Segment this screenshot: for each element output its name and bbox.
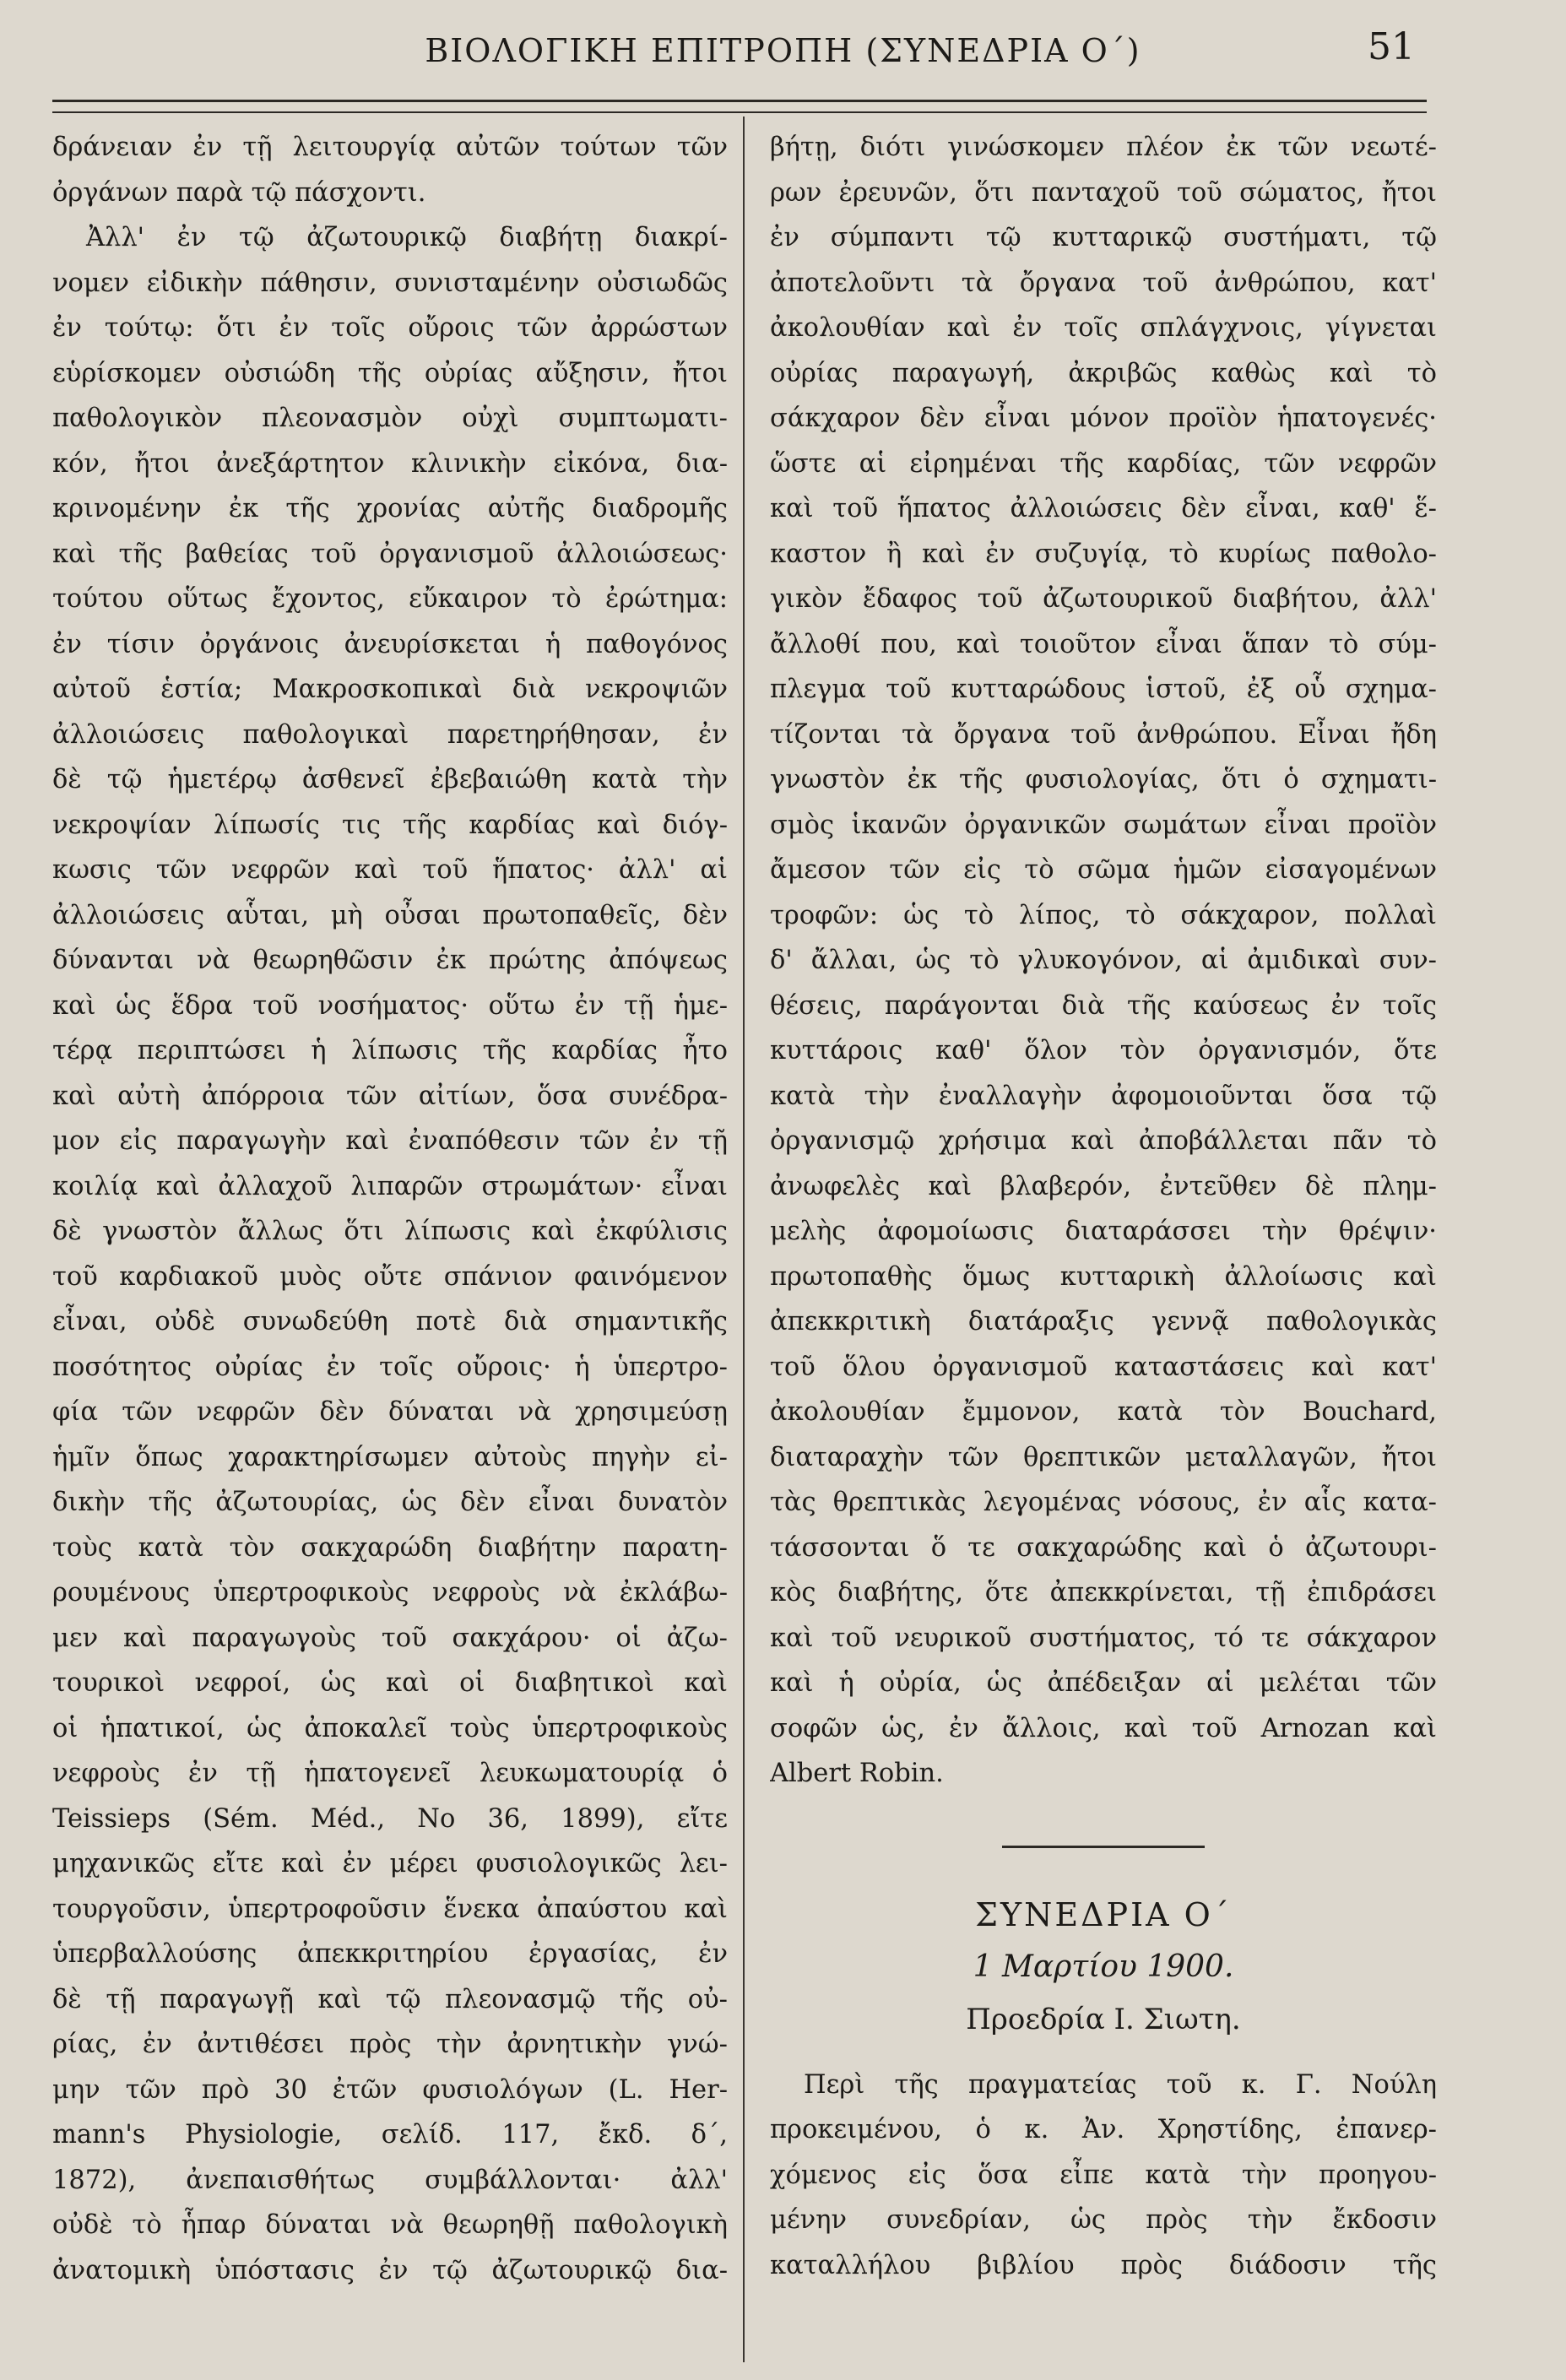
text-line: μένην συνεδρίαν, ὡς πρὸς τὴν ἔκδοσιν — [770, 2205, 1437, 2235]
session-chair: Προεδρία Ι. Σιωτη. — [966, 2002, 1241, 2036]
text-line: ἀνατομικὴ ὑπόστασις ἐν τῷ ἀζωτουρικῷ δια- — [52, 2255, 728, 2285]
text-line: κὸς διαβήτης, ὅτε ἀπεκκρίνεται, τῇ ἐπιδράσει — [770, 1578, 1437, 1607]
text-line: Teissieps (Sém. Méd., No 36, 1899), εἴτε — [52, 1803, 728, 1834]
text-line: γικὸν ἔδαφος τοῦ ἀζωτουρικοῦ διαβήτου, ἀλλ' — [770, 584, 1437, 614]
text-line: μηχανικῶς εἴτε καὶ ἐν μέρει φυσιολογικῶς λει- — [52, 1849, 728, 1879]
text-line: ρων ἐρευνῶν, ὅτι πανταχοῦ τοῦ σώματος, ἤτοι — [770, 177, 1437, 208]
text-line: κωσις τῶν νεφρῶν καὶ τοῦ ἥπατος· ἀλλ' αἱ — [52, 855, 728, 885]
session-title: ΣΥΝΕΔΡΙΑ Ο΄ — [975, 1895, 1232, 1933]
text-line: καστον ἢ καὶ ἐν συζυγίᾳ, τὸ κυρίως παθολο- — [770, 539, 1437, 569]
text-line: τὰς θρεπτικὰς λεγομένας νόσους, ἐν αἷς κατα- — [770, 1488, 1437, 1517]
section-divider — [1002, 1846, 1205, 1848]
text-line: δὲ γνωστὸν ἄλλως ὅτι λίπωσις καὶ ἐκφύλισις — [52, 1217, 728, 1246]
text-line: δύνανται νὰ θεωρηθῶσιν ἐκ πρώτης ἀπόψεως — [52, 946, 728, 975]
text-line: καὶ τοῦ ἥπατος ἀλλοιώσεις δὲν εἶναι, καθ' ἕ- — [770, 494, 1437, 523]
text-line: τίζονται τὰ ὄργανα τοῦ ἀνθρώπου. Εἶναι ἤδη — [770, 719, 1437, 750]
text-line: ἐν τούτῳ: ὅτι ἐν τοῖς οὔροις τῶν ἀρρώστων — [52, 313, 728, 343]
text-line: βήτῃ, διότι γινώσκομεν πλέον ἐκ τῶν νεωτέ- — [770, 133, 1437, 162]
text-line: δράνειαν ἐν τῇ λειτουργίᾳ αὐτῶν τούτων τῶν — [52, 133, 728, 162]
text-line: καὶ ὡς ἕδρα τοῦ νοσήματος· οὕτω ἐν τῇ ἡμε- — [52, 990, 728, 1021]
text-line: τοὺς κατὰ τὸν σακχαρώδη διαβήτην παρατη- — [52, 1532, 728, 1563]
text-line: ἐν τίσιν ὀργάνοις ἀνευρίσκεται ἡ παθογόνος — [52, 629, 728, 659]
text-line: ποσότητος οὐρίας ἐν τοῖς οὔροις· ἡ ὑπερτρο- — [52, 1352, 728, 1382]
text-line: κατὰ τὴν ἐναλλαγὴν ἀφομοιοῦνται ὅσα τῷ — [770, 1081, 1437, 1111]
text-line: κυττάροις καθ' ὅλον τὸν ὀργανισμόν, ὅτε — [770, 1036, 1437, 1065]
text-line: μεν καὶ παραγωγοὺς τοῦ σακχάρου· οἱ ἀζω- — [52, 1623, 728, 1653]
text-line: ἐν σύμπαντι τῷ κυτταρικῷ συστήματι, τῷ — [770, 223, 1437, 252]
right-column — [770, 125, 1437, 2288]
text-line: ἀποτελοῦντι τὰ ὄργανα τοῦ ἀνθρώπου, κατ' — [770, 268, 1437, 298]
text-line: μην τῶν πρὸ 30 ἐτῶν φυσιολόγων (L. Her- — [52, 2074, 728, 2105]
text-line: ἄλλοθί που, καὶ τοιοῦτον εἶναι ἅπαν τὸ σύμ- — [770, 629, 1437, 659]
left-column — [52, 125, 728, 2293]
text-line: κόν, ἤτοι ἀνεξάρτητον κλινικὴν εἰκόνα, δια- — [52, 448, 728, 479]
text-line: ἀπεκκριτικὴ διατάραξις γεννᾷ παθολογικὰς — [770, 1307, 1437, 1336]
text-line: ἀλλοιώσεις παθολογικαὶ παρετηρήθησαν, ἐν — [52, 719, 728, 750]
text-line: γνωστὸν ἐκ τῆς φυσιολογίας, ὅτι ὁ σχηματι- — [770, 765, 1437, 794]
text-line: ρουμένους ὑπερτροφικοὺς νεφροὺς νὰ ἐκλάβω- — [52, 1578, 728, 1607]
text-line: ἀλλοιώσεις αὗται, μὴ οὖσαι πρωτοπαθεῖς, δὲν — [52, 900, 728, 930]
text-line: mann's Physiologie, σελίδ. 117, ἔκδ. δ΄, — [52, 2120, 728, 2150]
text-line: νεφροὺς ἐν τῇ ἡπατογενεῖ λευκωματουρίᾳ ὁ — [52, 1759, 728, 1788]
text-line: καὶ ἡ οὐρία, ὡς ἀπέδειξαν αἱ μελέται τῶν — [770, 1668, 1437, 1698]
text-line: καὶ αὐτὴ ἀπόρροια τῶν αἰτίων, ὅσα συνέδρα- — [52, 1081, 728, 1111]
text-line: ἀκολουθίαν καὶ ἐν τοῖς σπλάγχνοις, γίγνεται — [770, 313, 1437, 343]
text-line: ὀργάνων παρὰ τῷ πάσχοντι. — [52, 177, 426, 208]
text-line: ρίας, ἐν ἀντιθέσει πρὸς τὴν ἀρνητικὴν γνώ- — [52, 2030, 728, 2059]
text-line: παθολογικὸν πλεονασμὸν οὐχὶ συμπτωματι- — [52, 404, 728, 433]
text-line: προκειμένου, ὁ κ. Ἀν. Χρηστίδης, ἐπανερ- — [770, 2115, 1437, 2144]
text-line: ὀργανισμῷ χρήσιμα καὶ ἀποβάλλεται πᾶν τὸ — [770, 1126, 1437, 1156]
text-line: ἄμεσον τῶν εἰς τὸ σῶμα ἡμῶν εἰσαγομένων — [770, 855, 1437, 885]
text-line: σοφῶν ὡς, ἐν ἄλλοις, καὶ τοῦ Arnozan καὶ — [770, 1713, 1437, 1743]
text-line: τοῦ ὅλου ὀργανισμοῦ καταστάσεις καὶ κατ' — [770, 1352, 1437, 1382]
text-line: τουργοῦσιν, ὑπερτροφοῦσιν ἕνεκα ἀπαύστου καὶ — [52, 1894, 728, 1924]
session-date: 1 Μαρτίου 1900. — [973, 1949, 1234, 1984]
text-line: τούτου οὕτως ἔχοντος, εὔκαιρον τὸ ἐρώτημα: — [52, 584, 728, 614]
text-line: οὐδὲ τὸ ἧπαρ δύναται νὰ θεωρηθῇ παθολογικὴ — [52, 2210, 728, 2240]
text-line: θέσεις, παράγονται διὰ τῆς καύσεως ἐν τοῖς — [770, 990, 1437, 1021]
text-line: αὐτοῦ ἑστία; Μακροσκοπικαὶ διὰ νεκροψιῶν — [52, 675, 728, 704]
text-line: 1872), ἀνεπαισθήτως συμβάλλονται· ἀλλ' — [52, 2165, 728, 2195]
header-rule-thin — [52, 111, 1427, 113]
text-line: δὲ τῇ παραγωγῇ καὶ τῷ πλεονασμῷ τῆς οὐ- — [52, 1984, 728, 2014]
text-line: οἱ ἡπατικοί, ὡς ἀποκαλεῖ τοὺς ὑπερτροφικοὺς — [52, 1713, 728, 1743]
text-line: πρωτοπαθὴς ὅμως κυτταρικὴ ἀλλοίωσις καὶ — [770, 1261, 1437, 1292]
text-line: νεκροψίαν λίπωσίς τις τῆς καρδίας καὶ διόγ- — [52, 810, 728, 840]
text-line: δικὴν τῆς ἀζωτουρίας, ὡς δὲν εἶναι δυνατὸν — [52, 1488, 728, 1517]
text-line: κρινομένην ἐκ τῆς χρονίας αὐτῆς διαδρομῆς — [52, 494, 728, 523]
text-line: Albert Robin. — [770, 1759, 944, 1788]
text-line: δ' ἄλλαι, ὡς τὸ γλυκογόνον, αἱ ἀμιδικαὶ συν- — [770, 946, 1437, 975]
text-line: τέρᾳ περιπτώσει ἡ λίπωσις τῆς καρδίας ἦτο — [52, 1036, 728, 1065]
text-line: καὶ τῆς βαθείας τοῦ ὀργανισμοῦ ἀλλοιώσεως· — [52, 539, 728, 569]
text-line: μον εἰς παραγωγὴν καὶ ἐναπόθεσιν τῶν ἐν τῇ — [52, 1126, 728, 1156]
text-line: τουρικοὶ νεφροί, ὡς καὶ οἱ διαβητικοὶ καὶ — [52, 1668, 728, 1698]
text-line: οὐρίας παραγωγή, ἀκριβῶς καθὼς καὶ τὸ — [770, 358, 1437, 388]
text-line: κοιλίᾳ καὶ ἀλλαχοῦ λιπαρῶν στρωμάτων· εἶναι — [52, 1171, 728, 1201]
text-line: νομεν εἰδικὴν πάθησιν, συνισταμένην οὐσιωδῶς — [52, 268, 728, 298]
text-line: τάσσονται ὅ τε σακχαρώδης καὶ ὁ ἀζωτουρι- — [770, 1532, 1437, 1563]
text-line: σάκχαρον δὲν εἶναι μόνον προϊὸν ἡπατογενές· — [770, 404, 1437, 433]
text-line: χόμενος εἰς ὅσα εἶπε κατὰ τὴν προηγου- — [770, 2160, 1437, 2190]
text-line: ὥστε αἱ εἰρημέναι τῆς καρδίας, τῶν νεφρῶν — [770, 448, 1437, 479]
text-line: διαταραχὴν τῶν θρεπτικῶν μεταλλαγῶν, ἤτοι — [770, 1442, 1437, 1472]
text-line: τροφῶν: ὡς τὸ λίπος, τὸ σάκχαρον, πολλαὶ — [770, 900, 1437, 930]
text-line: εἶναι, οὐδὲ συνωδεύθη ποτὲ διὰ σημαντικῆς — [52, 1307, 728, 1336]
text-line: ἡμῖν ὅπως χαρακτηρίσωμεν αὐτοὺς πηγὴν εἰ- — [52, 1442, 728, 1472]
text-line: ἀκολουθίαν ἔμμονον, κατὰ τὸν Bouchard, — [770, 1397, 1437, 1427]
text-line: καταλλήλου βιβλίου πρὸς διάδοσιν τῆς — [770, 2250, 1437, 2280]
text-line: ὑπερβαλλούσης ἀπεκκριτηρίου ἐργασίας, ἐν — [52, 1939, 728, 1969]
header-rule-thick — [52, 100, 1427, 102]
text-line: δὲ τῷ ἡμετέρῳ ἀσθενεῖ ἐβεβαιώθη κατὰ τὴν — [52, 765, 728, 794]
text-line: μελὴς ἀφομοίωσις διαταράσσει τὴν θρέψιν· — [770, 1217, 1437, 1246]
text-line: καὶ τοῦ νευρικοῦ συστήματος, τό τε σάκχαρον — [770, 1623, 1437, 1653]
text-line: Ἀλλ' ἐν τῷ ἀζωτουρικῷ διαβήτῃ διακρί- — [86, 223, 728, 252]
text-line: πλεγμα τοῦ κυτταρώδους ἱστοῦ, ἐξ οὗ σχημα- — [770, 675, 1437, 704]
running-head: ΒΙΟΛΟΓΙΚΗ ΕΠΙΤΡΟΠΗ (ΣΥΝΕΔΡΙΑ Ο΄) — [425, 32, 1141, 69]
page-number: 51 — [1368, 25, 1415, 68]
text-line: εὑρίσκομεν οὐσιώδη τῆς οὐρίας αὔξησιν, ἤτοι — [52, 358, 728, 388]
text-line: ἀνωφελὲς καὶ βλαβερόν, ἐντεῦθεν δὲ πλημ- — [770, 1171, 1437, 1201]
text-line: τοῦ καρδιακοῦ μυὸς οὔτε σπάνιον φαινόμενον — [52, 1261, 728, 1292]
text-line: Περὶ τῆς πραγματείας τοῦ κ. Γ. Νούλη — [804, 2069, 1437, 2100]
text-line: σμὸς ἱκανῶν ὀργανικῶν σωμάτων εἶναι προϊὸν — [770, 810, 1437, 840]
column-divider — [743, 117, 745, 2362]
text-line: φία τῶν νεφρῶν δὲν δύναται νὰ χρησιμεύσῃ — [52, 1397, 728, 1427]
